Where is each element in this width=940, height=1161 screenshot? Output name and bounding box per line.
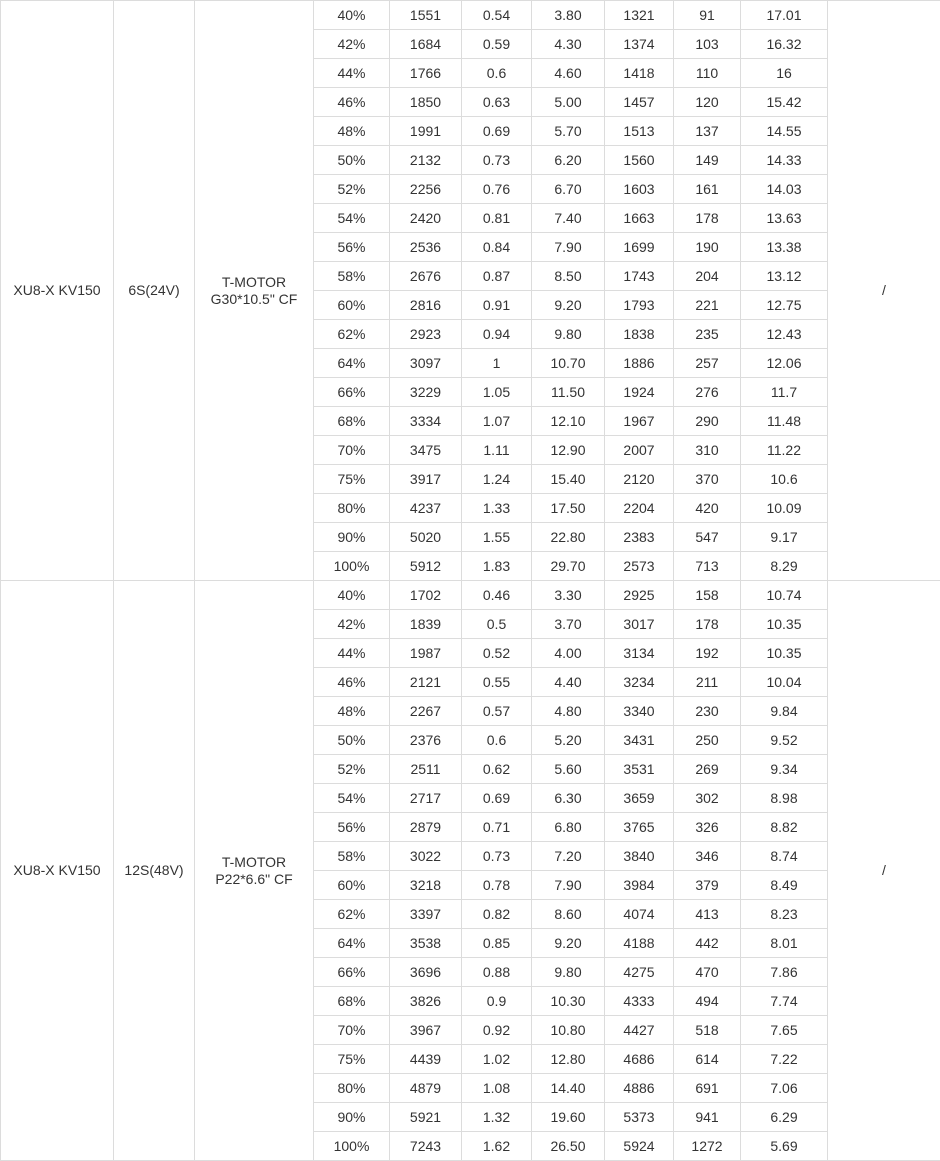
thrust-cell: 3765 bbox=[605, 813, 674, 842]
thrust-cell: 2383 bbox=[605, 523, 674, 552]
power-cell: 370 bbox=[674, 465, 741, 494]
torque-cell: 0.71 bbox=[462, 813, 532, 842]
current-cell: 4.40 bbox=[532, 668, 605, 697]
rpm-cell: 2923 bbox=[390, 320, 462, 349]
efficiency-cell: 11.22 bbox=[741, 436, 828, 465]
throttle-cell: 70% bbox=[314, 436, 390, 465]
power-cell: 1272 bbox=[674, 1132, 741, 1161]
efficiency-cell: 14.33 bbox=[741, 146, 828, 175]
torque-cell: 0.52 bbox=[462, 639, 532, 668]
current-cell: 5.70 bbox=[532, 117, 605, 146]
throttle-cell: 46% bbox=[314, 88, 390, 117]
thrust-cell: 4333 bbox=[605, 987, 674, 1016]
thrust-cell: 1513 bbox=[605, 117, 674, 146]
rpm-cell: 4237 bbox=[390, 494, 462, 523]
power-cell: 470 bbox=[674, 958, 741, 987]
rpm-cell: 1987 bbox=[390, 639, 462, 668]
thrust-cell: 1603 bbox=[605, 175, 674, 204]
rpm-cell: 2879 bbox=[390, 813, 462, 842]
torque-cell: 0.5 bbox=[462, 610, 532, 639]
efficiency-cell: 10.09 bbox=[741, 494, 828, 523]
thrust-cell: 5924 bbox=[605, 1132, 674, 1161]
throttle-cell: 50% bbox=[314, 726, 390, 755]
rpm-cell: 7243 bbox=[390, 1132, 462, 1161]
torque-cell: 0.87 bbox=[462, 262, 532, 291]
efficiency-cell: 12.43 bbox=[741, 320, 828, 349]
throttle-cell: 54% bbox=[314, 204, 390, 233]
current-cell: 4.80 bbox=[532, 697, 605, 726]
throttle-cell: 56% bbox=[314, 813, 390, 842]
throttle-cell: 40% bbox=[314, 581, 390, 610]
propeller-cell bbox=[195, 1, 314, 581]
efficiency-cell: 7.65 bbox=[741, 1016, 828, 1045]
throttle-cell: 68% bbox=[314, 987, 390, 1016]
torque-cell: 0.92 bbox=[462, 1016, 532, 1045]
propeller-label: P22*6.6" CF bbox=[195, 871, 313, 888]
rpm-cell: 2121 bbox=[390, 668, 462, 697]
power-cell: 276 bbox=[674, 378, 741, 407]
efficiency-cell: 8.74 bbox=[741, 842, 828, 871]
torque-cell: 0.69 bbox=[462, 117, 532, 146]
throttle-cell: 90% bbox=[314, 523, 390, 552]
efficiency-cell: 10.04 bbox=[741, 668, 828, 697]
torque-cell: 0.62 bbox=[462, 755, 532, 784]
efficiency-cell: 13.38 bbox=[741, 233, 828, 262]
efficiency-cell: 8.01 bbox=[741, 929, 828, 958]
power-cell: 149 bbox=[674, 146, 741, 175]
torque-cell: 0.78 bbox=[462, 871, 532, 900]
rpm-cell: 3218 bbox=[390, 871, 462, 900]
efficiency-cell: 10.74 bbox=[741, 581, 828, 610]
power-cell: 137 bbox=[674, 117, 741, 146]
throttle-cell: 52% bbox=[314, 175, 390, 204]
throttle-cell: 42% bbox=[314, 610, 390, 639]
throttle-cell: 40% bbox=[314, 1, 390, 30]
current-cell: 26.50 bbox=[532, 1132, 605, 1161]
throttle-cell: 80% bbox=[314, 1074, 390, 1103]
power-cell: 158 bbox=[674, 581, 741, 610]
table-row bbox=[1, 581, 940, 610]
torque-cell: 1.05 bbox=[462, 378, 532, 407]
thrust-cell: 2204 bbox=[605, 494, 674, 523]
rpm-cell: 2132 bbox=[390, 146, 462, 175]
current-cell: 4.00 bbox=[532, 639, 605, 668]
current-cell: 5.60 bbox=[532, 755, 605, 784]
power-cell: 941 bbox=[674, 1103, 741, 1132]
torque-cell: 1.11 bbox=[462, 436, 532, 465]
thrust-cell: 2573 bbox=[605, 552, 674, 581]
current-cell: 6.20 bbox=[532, 146, 605, 175]
rpm-cell: 1991 bbox=[390, 117, 462, 146]
throttle-cell: 48% bbox=[314, 697, 390, 726]
power-cell: 494 bbox=[674, 987, 741, 1016]
rpm-cell: 2420 bbox=[390, 204, 462, 233]
torque-cell: 0.69 bbox=[462, 784, 532, 813]
torque-cell: 0.84 bbox=[462, 233, 532, 262]
thrust-cell: 3017 bbox=[605, 610, 674, 639]
current-cell: 3.70 bbox=[532, 610, 605, 639]
torque-cell: 0.88 bbox=[462, 958, 532, 987]
throttle-cell: 66% bbox=[314, 958, 390, 987]
current-cell: 12.90 bbox=[532, 436, 605, 465]
throttle-cell: 56% bbox=[314, 233, 390, 262]
torque-cell: 0.59 bbox=[462, 30, 532, 59]
power-cell: 211 bbox=[674, 668, 741, 697]
torque-cell: 1.24 bbox=[462, 465, 532, 494]
torque-cell: 1.07 bbox=[462, 407, 532, 436]
rpm-cell: 3538 bbox=[390, 929, 462, 958]
power-cell: 379 bbox=[674, 871, 741, 900]
thrust-cell: 3531 bbox=[605, 755, 674, 784]
efficiency-cell: 16.32 bbox=[741, 30, 828, 59]
torque-cell: 0.76 bbox=[462, 175, 532, 204]
thrust-cell: 4886 bbox=[605, 1074, 674, 1103]
torque-cell: 0.82 bbox=[462, 900, 532, 929]
power-cell: 691 bbox=[674, 1074, 741, 1103]
torque-cell: 1.33 bbox=[462, 494, 532, 523]
rpm-cell: 4879 bbox=[390, 1074, 462, 1103]
throttle-cell: 100% bbox=[314, 552, 390, 581]
rpm-cell: 1766 bbox=[390, 59, 462, 88]
rpm-cell: 3022 bbox=[390, 842, 462, 871]
power-cell: 178 bbox=[674, 610, 741, 639]
efficiency-cell: 9.52 bbox=[741, 726, 828, 755]
torque-cell: 0.73 bbox=[462, 842, 532, 871]
rpm-cell: 2536 bbox=[390, 233, 462, 262]
torque-cell: 0.85 bbox=[462, 929, 532, 958]
efficiency-cell: 9.34 bbox=[741, 755, 828, 784]
efficiency-cell: 8.23 bbox=[741, 900, 828, 929]
power-cell: 420 bbox=[674, 494, 741, 523]
efficiency-cell: 6.29 bbox=[741, 1103, 828, 1132]
power-cell: 190 bbox=[674, 233, 741, 262]
thrust-cell: 1374 bbox=[605, 30, 674, 59]
voltage-cell: 12S(48V) bbox=[114, 581, 195, 1161]
current-cell: 12.80 bbox=[532, 1045, 605, 1074]
thrust-cell: 3134 bbox=[605, 639, 674, 668]
efficiency-cell: 13.12 bbox=[741, 262, 828, 291]
efficiency-cell: 11.7 bbox=[741, 378, 828, 407]
table-body bbox=[1, 1, 940, 1161]
current-cell: 5.00 bbox=[532, 88, 605, 117]
power-cell: 346 bbox=[674, 842, 741, 871]
thrust-cell: 3234 bbox=[605, 668, 674, 697]
efficiency-cell: 14.03 bbox=[741, 175, 828, 204]
efficiency-cell: 11.48 bbox=[741, 407, 828, 436]
efficiency-cell: 15.42 bbox=[741, 88, 828, 117]
current-cell: 6.70 bbox=[532, 175, 605, 204]
thrust-cell: 4275 bbox=[605, 958, 674, 987]
efficiency-cell: 8.98 bbox=[741, 784, 828, 813]
thrust-cell: 2925 bbox=[605, 581, 674, 610]
current-cell: 9.80 bbox=[532, 320, 605, 349]
thrust-cell: 1418 bbox=[605, 59, 674, 88]
current-cell: 4.30 bbox=[532, 30, 605, 59]
power-cell: 518 bbox=[674, 1016, 741, 1045]
efficiency-cell: 7.22 bbox=[741, 1045, 828, 1074]
rpm-cell: 3696 bbox=[390, 958, 462, 987]
efficiency-cell: 8.29 bbox=[741, 552, 828, 581]
rpm-cell: 4439 bbox=[390, 1045, 462, 1074]
current-cell: 29.70 bbox=[532, 552, 605, 581]
rpm-cell: 2256 bbox=[390, 175, 462, 204]
current-cell: 3.80 bbox=[532, 1, 605, 30]
current-cell: 22.80 bbox=[532, 523, 605, 552]
throttle-cell: 100% bbox=[314, 1132, 390, 1161]
power-cell: 221 bbox=[674, 291, 741, 320]
propeller-cell bbox=[195, 581, 314, 1161]
thrust-cell: 4074 bbox=[605, 900, 674, 929]
torque-cell: 0.55 bbox=[462, 668, 532, 697]
power-cell: 230 bbox=[674, 697, 741, 726]
rpm-cell: 3826 bbox=[390, 987, 462, 1016]
power-cell: 442 bbox=[674, 929, 741, 958]
propeller-label: T-MOTOR bbox=[195, 274, 313, 291]
rpm-cell: 5921 bbox=[390, 1103, 462, 1132]
efficiency-cell: 7.86 bbox=[741, 958, 828, 987]
thrust-cell: 2120 bbox=[605, 465, 674, 494]
throttle-cell: 62% bbox=[314, 900, 390, 929]
thrust-cell: 1886 bbox=[605, 349, 674, 378]
rpm-cell: 5020 bbox=[390, 523, 462, 552]
rpm-cell: 1839 bbox=[390, 610, 462, 639]
note-cell: / bbox=[828, 1, 940, 581]
torque-cell: 0.73 bbox=[462, 146, 532, 175]
throttle-cell: 62% bbox=[314, 320, 390, 349]
power-cell: 235 bbox=[674, 320, 741, 349]
power-cell: 302 bbox=[674, 784, 741, 813]
thrust-cell: 1321 bbox=[605, 1, 674, 30]
efficiency-cell: 10.35 bbox=[741, 639, 828, 668]
power-cell: 192 bbox=[674, 639, 741, 668]
rpm-cell: 3334 bbox=[390, 407, 462, 436]
power-cell: 178 bbox=[674, 204, 741, 233]
torque-cell: 1.02 bbox=[462, 1045, 532, 1074]
thrust-cell: 4188 bbox=[605, 929, 674, 958]
rpm-cell: 2267 bbox=[390, 697, 462, 726]
torque-cell: 0.6 bbox=[462, 726, 532, 755]
throttle-cell: 66% bbox=[314, 378, 390, 407]
efficiency-cell: 5.69 bbox=[741, 1132, 828, 1161]
power-cell: 290 bbox=[674, 407, 741, 436]
throttle-cell: 60% bbox=[314, 871, 390, 900]
thrust-cell: 2007 bbox=[605, 436, 674, 465]
current-cell: 10.70 bbox=[532, 349, 605, 378]
rpm-cell: 3917 bbox=[390, 465, 462, 494]
throttle-cell: 54% bbox=[314, 784, 390, 813]
rpm-cell: 3397 bbox=[390, 900, 462, 929]
throttle-cell: 75% bbox=[314, 1045, 390, 1074]
throttle-cell: 46% bbox=[314, 668, 390, 697]
current-cell: 10.80 bbox=[532, 1016, 605, 1045]
efficiency-cell: 16 bbox=[741, 59, 828, 88]
power-cell: 269 bbox=[674, 755, 741, 784]
current-cell: 7.40 bbox=[532, 204, 605, 233]
voltage-cell: 6S(24V) bbox=[114, 1, 195, 581]
throttle-cell: 70% bbox=[314, 1016, 390, 1045]
torque-cell: 0.46 bbox=[462, 581, 532, 610]
torque-cell: 1.62 bbox=[462, 1132, 532, 1161]
power-cell: 310 bbox=[674, 436, 741, 465]
thrust-cell: 1699 bbox=[605, 233, 674, 262]
rpm-cell: 3097 bbox=[390, 349, 462, 378]
throttle-cell: 44% bbox=[314, 59, 390, 88]
thrust-cell: 1793 bbox=[605, 291, 674, 320]
power-cell: 161 bbox=[674, 175, 741, 204]
rpm-cell: 1551 bbox=[390, 1, 462, 30]
note-cell: / bbox=[828, 581, 940, 1161]
power-cell: 91 bbox=[674, 1, 741, 30]
throttle-cell: 42% bbox=[314, 30, 390, 59]
thrust-cell: 3984 bbox=[605, 871, 674, 900]
current-cell: 9.80 bbox=[532, 958, 605, 987]
torque-cell: 1.83 bbox=[462, 552, 532, 581]
current-cell: 9.20 bbox=[532, 291, 605, 320]
torque-cell: 0.54 bbox=[462, 1, 532, 30]
current-cell: 7.90 bbox=[532, 233, 605, 262]
thrust-cell: 1743 bbox=[605, 262, 674, 291]
current-cell: 14.40 bbox=[532, 1074, 605, 1103]
efficiency-cell: 12.75 bbox=[741, 291, 828, 320]
throttle-cell: 60% bbox=[314, 291, 390, 320]
torque-cell: 0.91 bbox=[462, 291, 532, 320]
efficiency-cell: 14.55 bbox=[741, 117, 828, 146]
torque-cell: 0.9 bbox=[462, 987, 532, 1016]
power-cell: 250 bbox=[674, 726, 741, 755]
table-row bbox=[1, 1, 940, 30]
thrust-cell: 3840 bbox=[605, 842, 674, 871]
efficiency-cell: 7.74 bbox=[741, 987, 828, 1016]
current-cell: 8.60 bbox=[532, 900, 605, 929]
current-cell: 7.90 bbox=[532, 871, 605, 900]
efficiency-cell: 9.84 bbox=[741, 697, 828, 726]
throttle-cell: 58% bbox=[314, 262, 390, 291]
throttle-cell: 64% bbox=[314, 349, 390, 378]
power-cell: 413 bbox=[674, 900, 741, 929]
rpm-cell: 3475 bbox=[390, 436, 462, 465]
motor-model-cell: XU8-X KV150 bbox=[1, 1, 114, 581]
torque-cell: 1 bbox=[462, 349, 532, 378]
thrust-cell: 3659 bbox=[605, 784, 674, 813]
current-cell: 9.20 bbox=[532, 929, 605, 958]
torque-cell: 0.94 bbox=[462, 320, 532, 349]
rpm-cell: 3967 bbox=[390, 1016, 462, 1045]
current-cell: 11.50 bbox=[532, 378, 605, 407]
current-cell: 3.30 bbox=[532, 581, 605, 610]
throttle-cell: 64% bbox=[314, 929, 390, 958]
rpm-cell: 2816 bbox=[390, 291, 462, 320]
efficiency-cell: 13.63 bbox=[741, 204, 828, 233]
propeller-label: T-MOTOR bbox=[195, 854, 313, 871]
rpm-cell: 2717 bbox=[390, 784, 462, 813]
rpm-cell: 3229 bbox=[390, 378, 462, 407]
torque-cell: 0.81 bbox=[462, 204, 532, 233]
current-cell: 8.50 bbox=[532, 262, 605, 291]
power-cell: 120 bbox=[674, 88, 741, 117]
thrust-cell: 1838 bbox=[605, 320, 674, 349]
thrust-cell: 1560 bbox=[605, 146, 674, 175]
current-cell: 10.30 bbox=[532, 987, 605, 1016]
power-cell: 257 bbox=[674, 349, 741, 378]
efficiency-cell: 8.82 bbox=[741, 813, 828, 842]
power-cell: 103 bbox=[674, 30, 741, 59]
power-cell: 547 bbox=[674, 523, 741, 552]
efficiency-cell: 10.6 bbox=[741, 465, 828, 494]
current-cell: 4.60 bbox=[532, 59, 605, 88]
throttle-cell: 75% bbox=[314, 465, 390, 494]
rpm-cell: 1684 bbox=[390, 30, 462, 59]
efficiency-cell: 10.35 bbox=[741, 610, 828, 639]
thrust-cell: 4427 bbox=[605, 1016, 674, 1045]
rpm-cell: 2676 bbox=[390, 262, 462, 291]
current-cell: 19.60 bbox=[532, 1103, 605, 1132]
throttle-cell: 50% bbox=[314, 146, 390, 175]
current-cell: 12.10 bbox=[532, 407, 605, 436]
current-cell: 5.20 bbox=[532, 726, 605, 755]
power-cell: 110 bbox=[674, 59, 741, 88]
motor-model-cell: XU8-X KV150 bbox=[1, 581, 114, 1161]
throttle-cell: 80% bbox=[314, 494, 390, 523]
current-cell: 6.80 bbox=[532, 813, 605, 842]
torque-cell: 0.6 bbox=[462, 59, 532, 88]
thrust-cell: 1663 bbox=[605, 204, 674, 233]
throttle-cell: 68% bbox=[314, 407, 390, 436]
thrust-cell: 5373 bbox=[605, 1103, 674, 1132]
rpm-cell: 5912 bbox=[390, 552, 462, 581]
rpm-cell: 2511 bbox=[390, 755, 462, 784]
throttle-cell: 58% bbox=[314, 842, 390, 871]
rpm-cell: 1850 bbox=[390, 88, 462, 117]
current-cell: 7.20 bbox=[532, 842, 605, 871]
thrust-cell: 1924 bbox=[605, 378, 674, 407]
thrust-cell: 1967 bbox=[605, 407, 674, 436]
thrust-cell: 3340 bbox=[605, 697, 674, 726]
torque-cell: 0.57 bbox=[462, 697, 532, 726]
torque-cell: 0.63 bbox=[462, 88, 532, 117]
power-cell: 614 bbox=[674, 1045, 741, 1074]
efficiency-cell: 17.01 bbox=[741, 1, 828, 30]
efficiency-cell: 12.06 bbox=[741, 349, 828, 378]
torque-cell: 1.55 bbox=[462, 523, 532, 552]
throttle-cell: 52% bbox=[314, 755, 390, 784]
power-cell: 204 bbox=[674, 262, 741, 291]
efficiency-cell: 8.49 bbox=[741, 871, 828, 900]
current-cell: 17.50 bbox=[532, 494, 605, 523]
thrust-cell: 3431 bbox=[605, 726, 674, 755]
torque-cell: 1.32 bbox=[462, 1103, 532, 1132]
torque-cell: 1.08 bbox=[462, 1074, 532, 1103]
throttle-cell: 44% bbox=[314, 639, 390, 668]
throttle-cell: 48% bbox=[314, 117, 390, 146]
propeller-label: G30*10.5" CF bbox=[195, 291, 313, 308]
power-cell: 713 bbox=[674, 552, 741, 581]
current-cell: 6.30 bbox=[532, 784, 605, 813]
current-cell: 15.40 bbox=[532, 465, 605, 494]
rpm-cell: 1702 bbox=[390, 581, 462, 610]
throttle-cell: 90% bbox=[314, 1103, 390, 1132]
rpm-cell: 2376 bbox=[390, 726, 462, 755]
thrust-cell: 4686 bbox=[605, 1045, 674, 1074]
efficiency-cell: 9.17 bbox=[741, 523, 828, 552]
efficiency-cell: 7.06 bbox=[741, 1074, 828, 1103]
power-cell: 326 bbox=[674, 813, 741, 842]
thrust-cell: 1457 bbox=[605, 88, 674, 117]
